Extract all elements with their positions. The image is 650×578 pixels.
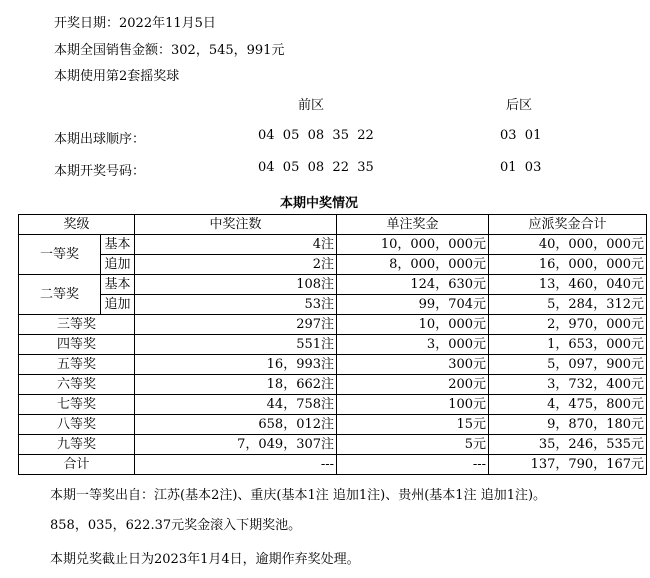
count-cell: 7，049，307注	[135, 435, 337, 455]
header-prize: 单注奖金	[337, 215, 489, 235]
total-cell: 13，460，040元	[489, 275, 647, 295]
count-cell: 551注	[135, 335, 337, 355]
prize-cell: ---	[337, 455, 489, 475]
level-cell: 三等奖	[19, 315, 135, 335]
ball-set: 本期使用第2套摇奖球	[54, 69, 180, 84]
prize-cell: 99，704元	[337, 295, 489, 315]
winning-numbers-label: 本期开奖号码：	[54, 164, 146, 179]
level-cell: 一等奖	[19, 235, 101, 275]
back-zone-label: 后区	[506, 98, 533, 113]
prize-cell: 15元	[337, 415, 489, 435]
prize-cell: 124，630元	[337, 275, 489, 295]
table-total-row	[19, 455, 647, 475]
winning-numbers-front: 04 05 08 22 35	[258, 160, 374, 175]
total-cell: 9，870，180元	[489, 415, 647, 435]
table-row	[19, 355, 647, 375]
prize-cell: 8，000，000元	[337, 255, 489, 275]
prize-cell: 3，000元	[337, 335, 489, 355]
count-cell: 16，993注	[135, 355, 337, 375]
first-prize-origin: 本期一等奖出自：江苏(基本2注)、重庆(基本1注 追加1注)、贵州(基本1注 追加1注)。	[50, 488, 547, 503]
prize-cell: 10，000元	[337, 315, 489, 335]
rollover-amount: 858，035，622.37元奖金滚入下期奖池。	[50, 518, 302, 533]
count-cell: 18，662注	[135, 375, 337, 395]
draw-order-label: 本期出球顺序：	[54, 132, 146, 147]
total-cell: 1，653，000元	[489, 335, 647, 355]
prize-cell: 5元	[337, 435, 489, 455]
prize-cell: 100元	[337, 395, 489, 415]
sales-amount: 本期全国销售金额：302，545，991元	[54, 43, 285, 58]
sub-level-cell: 追加	[101, 295, 135, 315]
total-cell: 5，284，312元	[489, 295, 647, 315]
table-row	[19, 275, 647, 295]
level-cell: 六等奖	[19, 375, 135, 395]
table-row	[19, 435, 647, 455]
table-row	[19, 255, 647, 275]
table-row	[19, 395, 647, 415]
total-cell: 16，000，000元	[489, 255, 647, 275]
claim-deadline: 本期兑奖截止日为2023年1月4日，逾期作弃奖处理。	[50, 552, 360, 567]
prize-cell: 200元	[337, 375, 489, 395]
prize-cell: 10，000，000元	[337, 235, 489, 255]
count-cell: 44，758注	[135, 395, 337, 415]
total-cell: 4，475，800元	[489, 395, 647, 415]
count-cell: 4注	[135, 235, 337, 255]
count-cell: 658，012注	[135, 415, 337, 435]
prize-cell: 300元	[337, 355, 489, 375]
level-cell: 七等奖	[19, 395, 135, 415]
level-cell: 五等奖	[19, 355, 135, 375]
level-cell: 九等奖	[19, 435, 135, 455]
level-cell: 四等奖	[19, 335, 135, 355]
header-count: 中奖注数	[135, 215, 337, 235]
total-cell: 3，732，400元	[489, 375, 647, 395]
prize-table-title: 本期中奖情况	[280, 196, 359, 211]
table-row	[19, 235, 647, 255]
count-cell: 53注	[135, 295, 337, 315]
total-cell: 137，790，167元	[489, 455, 647, 475]
count-cell: 297注	[135, 315, 337, 335]
total-cell: 40，000，000元	[489, 235, 647, 255]
table-header-row	[19, 215, 647, 235]
sub-level-cell: 基本	[101, 275, 135, 295]
draw-order-front: 04 05 08 35 22	[258, 128, 374, 143]
level-cell: 二等奖	[19, 275, 101, 315]
draw-order-back: 03 01	[500, 128, 542, 143]
sub-level-cell: 基本	[101, 235, 135, 255]
count-cell: ---	[135, 455, 337, 475]
header-level: 奖级	[19, 215, 135, 235]
winning-numbers-back: 01 03	[500, 160, 542, 175]
count-cell: 2注	[135, 255, 337, 275]
level-cell: 合计	[19, 455, 135, 475]
table-row	[19, 315, 647, 335]
table-row	[19, 335, 647, 355]
table-row	[19, 295, 647, 315]
table-row	[19, 375, 647, 395]
front-zone-label: 前区	[298, 98, 325, 113]
level-cell: 八等奖	[19, 415, 135, 435]
table-row	[19, 415, 647, 435]
count-cell: 108注	[135, 275, 337, 295]
total-cell: 2，970，000元	[489, 315, 647, 335]
draw-date: 开奖日期：2022年11月5日	[54, 16, 216, 31]
prize-table	[18, 214, 647, 475]
total-cell: 35，246，535元	[489, 435, 647, 455]
header-total: 应派奖金合计	[489, 215, 647, 235]
sub-level-cell: 追加	[101, 255, 135, 275]
total-cell: 5，097，900元	[489, 355, 647, 375]
